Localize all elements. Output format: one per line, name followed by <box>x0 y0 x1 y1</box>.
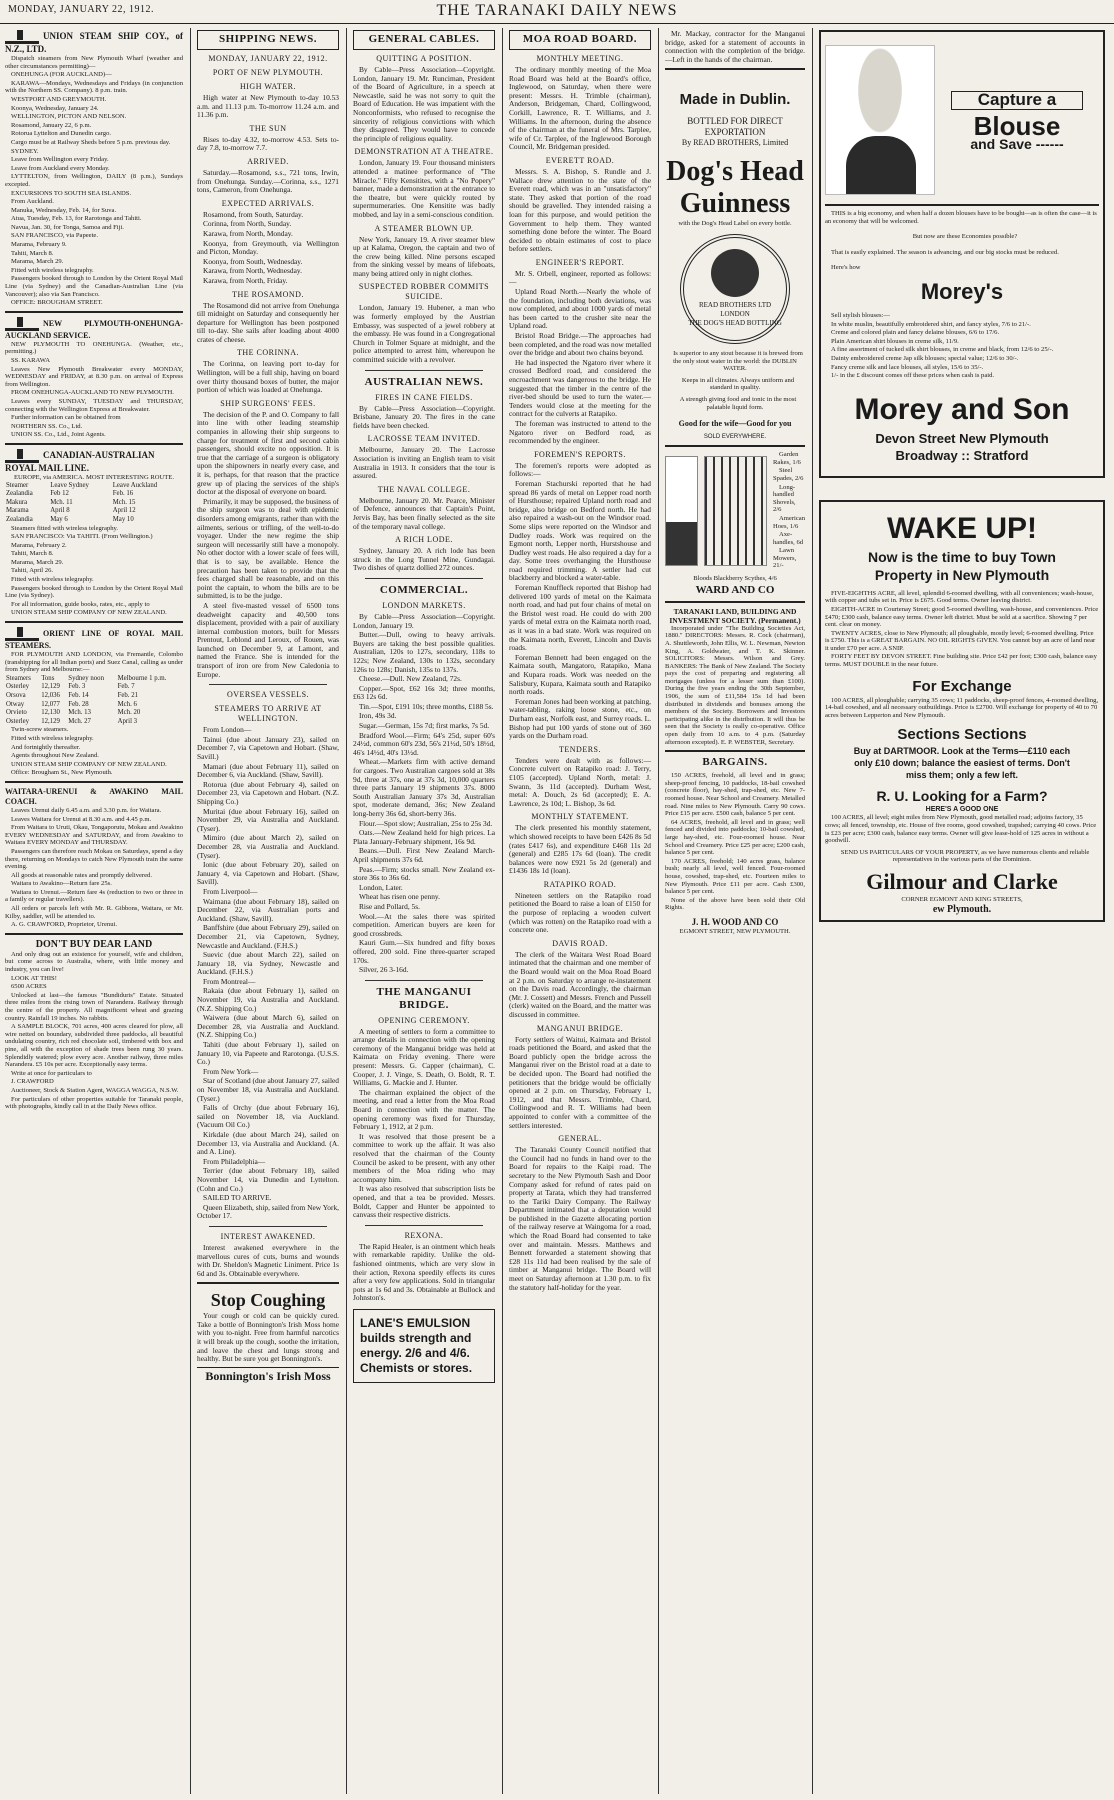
paragraph: Iron, 49s 3d. <box>359 711 397 721</box>
paragraph: Beans.—Dull. First New Zealand March-April shipments 37s 6d. <box>353 846 495 864</box>
ad-line: Marama, February 9. <box>11 241 67 249</box>
ward-tools-ad: Garden Rakes, 1/6 Steel Spades, 2/6 Long-handled Shovels, 2/6 American Hoes, 1/6 Axe-handles, 6d Lawn Mowers, 21/- Bloods Blackberry Scythes, 4/6 WARD AND CO <box>665 451 805 597</box>
table-cell: April 8 <box>50 507 70 515</box>
steamship-icon <box>5 317 39 331</box>
table-row <box>5 718 183 727</box>
ad-line: SAN FRANCISCO: Via TAHITI. (From Wellington.) <box>11 533 153 541</box>
list-item: Muritai (due about February 16), sailed on November 29, via Australia and Auckland. (Tyser). <box>197 806 339 833</box>
ad-line: J. CRAWFORD <box>11 1078 54 1086</box>
list-item: Fancy creme silk and lace blouses, all styles, 15/6 to 35/-. <box>831 363 984 371</box>
column-rule <box>812 28 813 1794</box>
table-cell: Tons <box>41 674 55 682</box>
list-item: Queen Elizabeth, ship, sailed from New York, October 17. <box>197 1202 339 1221</box>
table-cell: Steamer <box>6 481 29 489</box>
list-item: Rakaia (due about February 1), sailed on November 19, via Australia and Auckland. (N.Z. Shipping Co.) <box>197 986 339 1013</box>
list-item: Karawa, from North, Friday. <box>203 275 288 285</box>
ad-line: Manuka, Wednesday, Feb. 14, for Suva. <box>11 206 117 214</box>
paragraph: Peas.—Firm; stocks small. New Zealand ex-store 36s to 36s 6d. <box>353 864 495 883</box>
list-item: FIVE-EIGHTHS ACRE, all level, splendid 6-roomed dwelling, with all conveniences; wash-house, with copper and tubs set in. Price is £675. Good terms. Owner leaving district. <box>825 589 1094 605</box>
guinness-brand: Guinness <box>679 188 791 220</box>
list-item: From Philadelphia— <box>203 1156 266 1166</box>
list-item: A fine assortment of tucked silk shirt blouses, in creme and black, from 12/6 to 25/-. <box>831 346 1054 354</box>
ad-line: OFFICE: BROUGHAM STREET. <box>11 299 103 307</box>
paragraph: Cheese.—Dull. New Zealand, 72s. <box>359 674 462 684</box>
paragraph: It was resolved that those present be a committee to work up the affair. It was also resolved that the chairman of the County Council be asked to be present, with any other members of the Moa riding who may accompany him. <box>353 1131 495 1184</box>
list-item: 64 ACRES, freehold, all level and in grass; well fenced and divided into paddocks; 10-bail cowshed, large hay-shed, etc. Four-roomed house. Near School and Creamery. Price £25 per acre; £200 cash, balance 5 per cent. <box>665 818 805 857</box>
blouse-heading: Blouse <box>973 110 1061 141</box>
paragraph: Foreman Stachurski reported that he had spread 86 yards of metal on Lepper road north of Hursthouse; repaired Upland north road and bridge, also bridge on Bedford north. He had also repaired a wash-out on the Windsor road. Some slips were reported on the Windsor and Dudley roads. Work was required on the Egmont north, Lepper north, Hurstshouse and Dudley west roads. He also required a day for a day. Some trees overhanging the Hursthouse road required trimming. A settler had cut blackberry and blocked a water-table. <box>509 478 651 583</box>
general-cables-heading: GENERAL CABLES. <box>368 33 480 45</box>
paragraph: The decision of the P. and O. Company to fall into line with other leading steamship companies in allowing their ship surgeons to charge for treatment of first and second cabin passengers, should excite no opposition. It is true that the carriage of a surgeon is obligatory upon the shipowners in nearly every case, and it is, perhaps, for that reason that the practice grew up of placing the services of the ship's doctor at the disposal of everyone on board. <box>197 409 339 497</box>
ad-line: For particulars of other properties suitable for Taranaki people, with photographs, kindly call in at the Daily News office. <box>5 1095 183 1111</box>
ad-line: Leaves every SUNDAY, TUESDAY and THURSDAY, connecting with the Wellington Express at Breakwater. <box>5 397 183 413</box>
list-item: Koonya, from Greymouth, via Wellington and Picton, Monday. <box>197 238 339 257</box>
paragraph: Sugar.—German, 15s 7d; first marks, 7s 5d. <box>359 721 490 731</box>
gilmour-clarke-ad: WAKE UP! Now is the time to buy Town Property in New Plymouth FIVE-EIGHTHS ACRE, all level, splendid 6-roomed dwelling, with all conveniences; wash-house, with copper and tubs set in. Price is £675. Good terms. Owner leaving district. EIGHTH-ACRE in Courtenay Street; good 5-roomed dwelling, wash-house, and conveniences. Price £470; £300 cash, balance easy terms. Owner left district. Must be sold at a sacrifice. Showing 7 per cent. clear on money. TWENTY ACRES, close to New Plymouth; all ploughable, mostly level; 6-roomed dwelling. Price is £750. This is a GREAT BARGAIN. NO OIL RIGHTS GIVEN. You cannot buy an acre of land near it under £70 per acre. A SNIP. FORTY FEET BY DEVON STREET. Fine building site. Price £42 per foot; £300 cash, balance easy terms. MUST DOUBLE in the near future. For Exchange 100 ACRES, all ploughable; carrying 35 cows; 11 paddocks, sheep-proof fences, 4-roomed dwelling, 14-bail cowshed, and all necessary outbuildings. Price is £2700. Will exchange for property of 40 to 70 acres between Lepperton and New Plymouth. Sections Sections Buy at DARTMOOR. Look at the Terms—£110 each only £10 down; balance the easiest of terms. Don't miss them; only a few left. R. U. Looking for a Farm? HERE'S A GOOD ONE 100 ACRES, all level; eight miles from New Plymouth, good metalled road; adjoins factory, 35 cows; all fenced, township, etc. House of five rooms, good cowshed, trapshed; carrying 40 cows. Price is £23 per acre; £300 cash, balance easy terms. Owner will give lease-hold of 125 acres in without a goodwill. SEND US PARTICULARS OF YOUR PROPERTY, as we have numerous clients and reliable representatives in the various parts of the Dominion. Gilmour and Clarke CORNER EGMONT AND KING STREETS, ew Plymouth. <box>819 500 1105 922</box>
table-cell: Feb. 28 <box>68 700 89 708</box>
column-rule <box>502 28 503 1794</box>
scythe-icon <box>665 456 698 566</box>
paragraph: Upland Road North.—Nearly the whole of the foundation, including both deviations, was now completed, and about 1000 yards of metal has been carted to the crusher site near the Upland road. <box>509 287 651 331</box>
column-display-ads <box>814 30 1110 1794</box>
dogs-head-seal-icon: READ BROTHERS LTD LONDON THE DOG'S HEAD BOTTLING <box>680 234 790 344</box>
table-cell: Zealandia <box>6 490 33 498</box>
list-item: From New York— <box>203 1066 259 1076</box>
paragraph: A meeting of settlers to form a committee to arrange details in connection with the opening ceremony of the Manganui bridge was held at Kaimata on Friday evening. There were present: Messrs. G. Capper (chairman), C. Cooper, J. J. Vinge, S. Death, O. Boldt, R. T. Williams, G. Mackie and J. Hunter. <box>353 1026 495 1088</box>
paragraph: Wheat.—Markets firm with active demand for cargoes. Two Australian cargoes sold at 38s 9d, three at 37s, one at 37s 3d, 10,000 quarters three parts January 19 shipments 37s. 8000 South Australian January 37s 3d, Australian spot, moderate demand, 36s; New Zealand long-berry 36s 6d, short-berry 36s. <box>353 757 495 818</box>
orient-line-ad: ORIENT LINE OF ROYAL MAIL STEAMERS. FOR PLYMOUTH AND LONDON, via Fremantle, Colombo (transhipping for all Indian ports) and Suez Canal, calling as under from Sydney and Melbourne:— Steamers Tons Sydney noon Melbourne 1 p.m. Osterley 12,129 Feb. 3 Feb. 7 Orsova 12,036 Feb. 14 Feb. 21 Otway 12,077 Feb. 28 Mch. 6 Orvieto 12,130 Mch. 13 Mch. 20 Osterley 12,129 Mch. 27 April 3 Twin-screw steamers. Fitted with wireless telegraphy. And fortnightly thereafter. Agents throughout New Zealand. UNION STEAM SHIP COMPANY OF NEW ZEALAND. Office: Brougham St., New Plymouth. <box>5 628 183 777</box>
ad-line: ONEHUNGA (FOR AUCKLAND)— <box>11 71 112 79</box>
list-item: Terrier (due about February 18), sailed November 14, via Dunedin and Lyttelton. (Cohn and Co.) <box>197 1166 339 1193</box>
list-item: Kirkdale (due about March 24), sailed on December 13, via Australia and Auckland. (A. and A. Line). <box>197 1129 339 1157</box>
paragraph: Wool.—At the sales there was spirited competition. American buyers are keen for good crossbreds. <box>353 911 495 938</box>
table-cell: 12,130 <box>41 709 60 717</box>
list-item: Waiwera (due about March 6), sailed on December 28, via Australia and Auckland. (N.Z. Shipping Co.) <box>197 1013 339 1040</box>
table-cell: Makura <box>6 498 28 506</box>
steamship-icon <box>5 627 39 641</box>
table-row <box>5 701 183 710</box>
ad-line: Fitted with wireless telegraphy. <box>11 734 94 742</box>
paragraph: Bradford Wool.—Firm; 64's 25d, super 60's 24½d, common 60's 23d, 56's 21½d, 50's 18½d, 46's 14½d, 40's 13½d. <box>353 730 495 757</box>
list-item: 1/- in the £ discount comes off these prices when cash is paid. <box>831 372 995 380</box>
ad-line: Tahiti, March 8. <box>11 249 54 257</box>
column-rule <box>346 28 347 1794</box>
ad-line: Koonya, Wednesday, January 24. <box>11 104 99 112</box>
ad-line: UNION STEAM SHIP COMPANY OF NEW ZEALAND. <box>11 760 167 768</box>
list-item: Corinna, from North, Sunday. <box>203 219 292 229</box>
table-cell: Feb. 14 <box>68 692 89 699</box>
table-cell: Mch. 11 <box>50 498 73 506</box>
ad-line: Write at once for particulars to <box>11 1069 92 1077</box>
ad-line: A. G. CRAWFORD, Proprietor, Urenui. <box>11 921 117 929</box>
list-item: Tahiti (due about February 1), sailed on January 10, via Papeete and Rarotonga. (U.S.S. Co.) <box>197 1040 339 1067</box>
table-cell: May 10 <box>112 515 134 523</box>
australian-news-heading: AUSTRALIAN NEWS. <box>364 375 484 388</box>
list-item: From Liverpool— <box>203 886 258 896</box>
morey-blouse-ad: Capture a Blouse and Save ------ THIS is a big economy, and when half a dozen blouses have to be bought—as is often the case—it is an economy that will be welcomed. But now are these Economies possible? That is easily explained. The season is advancing, and our big stocks must be reduced. Here's how Morey's Sell stylish blouses:— In white muslin, beautifully embroidered shirt, and fancy styles, 7/6 to 21/-. Creme and colored plain and fancy delaine blouses, 6/6 to 17/6. Plain American shirt blouses in creme silk, 11/9. A fine assortment of tucked silk shirt blouses, in creme and black, from 12/6 to 25/-. Dainty embroidered creme Jap silk blouses; special value; 12/6 to 30/-. Fancy creme silk and lace blouses, all styles, 15/6 to 35/-. 1/- in the £ discount comes off these prices when cash is paid. Morey and Son Devon Street New Plymouth Broadway :: Stratford <box>819 30 1105 478</box>
column-moa-road-board: MOA ROAD BOARD. MONTHLY MEETING. The ordinary monthly meeting of the Moa Road Board was held at the Board's office, Inglewood, on Saturday, when there were present: Messrs. H. Trimble (chairman), Anderson, Bridgeman, Chard, Collingwood, Corkill, Lawrence, R. T. Williams, and J. Williams. In the afternoon, during the absence of the chairman at the funeral of Mrs. Tarplee, wife of Cr. Tarplee, of the Inglewood Borough Council, Mr. Bridgeman presided. EVERETT ROAD. Messrs. S. A. Bishop, S. Rundle and J. Wallace drew attention to the state of the Everett road, which was in an "unsatisfactory" state. They asked that portion of the road should be gravelled. They intended raising a loan for this purpose, and would petition the Government to help them. They wanted something done before the winter. The Board decided to obtain estimates of cost to place before settlers. ENGINEER'S REPORT. Mr. S. Orbell, engineer, reported as follows:— Upland Road North.—Nearly the whole of the foundation, including both deviations, was now completed, and about 1000 yards of metal has been carted to the crusher site near the Upland road. Bristol Road Bridge.—The approaches had been completed, and the road was now metalled over the bridge and about two chains beyond. He had inspected the Ngatoro river where it crossed Bedford road, and considered the encroachment was dangerous to the bridge. He suggested that the timber in the centre of the river-bed should be used to turn the water.—Tenders would close at the meeting for the contract for the culverts at Ratapiko. The foreman was instructed to attend to the Ngatoro river on Bedford road, as recommended by the engineer. FOREMEN'S REPORTS. The foremen's reports were adopted as follows:— Foreman Stachurski reported that he had spread 86 yards of metal on Lepper road north of Hursthouse; repaired Upland north road and bridge, also bridge on Bedford north. He had also repaired a wash-out on the Windsor road. Some slips were reported on the Windsor and Dudley roads. Work was required on the Egmont north, Lepper north, Hurstshouse and Dudley west roads. He also required a day for a day. Some trees overhanging the Hursthouse road required trimming. A settler had cut blackberry and blocked a water-table. Foreman Knuffleck reported that Bishop had delivered 100 yards of metal on the Kaimata north road, and had put four chains of metal on the Bristol west road. He could do with 200 yards of metal extra on the Kaimata north road, as it was in a bad state. Work was required on the Kaimata north, Everett, Lincoln and Davis roads. Foreman Bennett had been engaged on the Kaimata south, Mangatoro, Ratapiko, Mana and Kupara roads. Work was needed on the Salisbury, Kupara, Kaimata south and Ratapiko north roads. Foreman Jones had been working at patching, water-tabling, raking loose stone, etc., on Durham east, Norfolk east, and Surrey roads. L. Bishop had put 100 yards of stone out of 360 yards on the Durham road. TENDERS. Tenders were dealt with as follows:— Concrete culvert on Ratapiko road: J. Terry, £105 (accepted). Upland North, metal: J. Swann, 3s 11d (accepted). Durham West, metal: A. Douch, 2s 6d (accepted); E. A. Lawrence, 2s 10d; L. Bishop, 3s 6d. MONTHLY STATEMENT. The clerk presented his monthly statement, which showed receipts to have been £426 8s 5d (rates £417 6s), and expenditure £468 11s 2d (general) and £285 17s 6d (loan). The credit balances were now £921 5s 2d (general) and £1436 18s 1d (loan). RATAPIKO ROAD. Nineteen settlers on the Ratapiko road petitioned the Board to raise a loan of £150 for the purpose of replacing a wooden culvert (which was rotten) on the Ratapiko road with a concrete one. DAVIS ROAD. The clerk of the Waitara West Road Board intimated that the chairman and one member of the Board would wait on the Moa Road Board at 2 p.m. on Saturday to arrange re-instatement on the Davis road. Accordingly, the chairman (Mr. J. Cossett) and Messrs. French and Pussell (clerk) waited on the Board, and the matter was discussed in committee. MANGANUI BRIDGE. Forty settlers of Waitui, Kaimata and Bristol roads petitioned the Board, and asked that the Board publicly open the bridge across the Manganui river on the Bristol road at a date to be decided upon. The Board had notified the petitioners that the bridge would be officially opened at 2 p.m. on Thursday, February 1, 1912, and that Messrs. Trimble, Chard, Collingwood and R. T. Williams had been appointed to confer with a committee of the settlers interested. GENERAL. The Taranaki County Council notified that the Council had no funds in hand over to the Board for repairs to the Kaipi road. The secretary to the New Plymouth Sash and Door Company asked for refund of rates paid on property at Tarata, which they had transferred to the Tariki Dairy Company. The Railway Department intimated that a deputation would be published in the Gazette allocating portion of the railway reserve at Waingoma for a road, which the Road Board had consented to take over and maintain. Messrs. Matthews and Bennett forwarded a statement showing that £28 11s 11d had been realised by the sale of timber at Manganui bridge. The Board will meet on Saturday afternoon at 1.30 p.m. to fix the statutory half-holiday for the year. <box>504 30 656 1794</box>
table-row <box>5 516 183 525</box>
ad-line: NORTHERN SS. Co., Ltd. <box>11 422 83 430</box>
ad-line: UNION STEAM SHIP COMPANY OF NEW ZEALAND. <box>11 609 167 617</box>
bulldog-icon <box>711 249 759 297</box>
ad-line: FOR PLYMOUTH AND LONDON, via Fremantle, Colombo (transhipping for all Indian ports) and Suez Canal, calling as under from Sydney and Melbourne:— <box>5 651 183 674</box>
ad-line: WESTPORT AND GREYMOUTH. <box>11 95 107 103</box>
paragraph: Bristol Road Bridge.—The approaches had been completed, and the road was now metalled over the bridge and about two chains beyond. <box>509 331 652 358</box>
list-item: From London— <box>203 725 252 735</box>
ad-line: EXCURSIONS TO SOUTH SEA ISLANDS. <box>11 189 132 197</box>
list-item: Creme and colored plain and fancy delaine blouses, 6/6 to 17/6. <box>831 329 1000 337</box>
ad-line: SS. KARAWA <box>11 357 51 364</box>
northern-ss-ad: NEW PLYMOUTH-ONEHUNGA-AUCKLAND SERVICE. NEW PLYMOUTH TO ONEHUNGA. (Weather, etc., permitting.) SS. KARAWA Leaves New Plymouth Breakwater every MONDAY, WEDNESDAY and FRIDAY, at 8.30 p.m. on arrival of Express from Wellington. FROM ONEHUNGA-AUCKLAND TO NEW PLYMOUTH. Leaves every SUNDAY, TUESDAY and THURSDAY, connecting with the Wellington Express at Breakwater. Further information can be obtained from NORTHERN SS. Co., Ltd. UNION SS. Co., Ltd., Joint Agents. <box>5 318 183 439</box>
ad-line: FROM ONEHUNGA-AUCKLAND TO NEW PLYMOUTH. <box>11 389 174 397</box>
stop-coughing-heading: Stop Coughing <box>210 1290 326 1311</box>
list-item: TWENTY ACRES, close to New Plymouth; all ploughable, mostly level; 6-roomed dwelling. Price is £750. This is a GREAT BARGAIN. NO OIL RIGHTS GIVEN. You cannot buy an acre of land near it under £70 per acre. A SNIP. <box>825 629 1096 652</box>
ad-line: Office: Brougham St., New Plymouth. <box>11 769 113 777</box>
shipping-news-heading: SHIPPING NEWS. <box>218 33 318 45</box>
list-item: Karawa, from North, Wednesday. <box>203 266 302 276</box>
land-building-society-ad: TARANAKI LAND, BUILDING AND INVESTMENT SOCIETY. (Permanent.) Incorporated under "The Building Societies Act, 1880." DIRECTORS: Messrs. R. Cock (chairman), A. Shuttleworth, John Ellis, W. L. Newman, Newton King, A. Goldwater, and T. K. Skinner. SOLICITORS: Messrs. Wilson and Grey. BANKERS: The Bank of New Zealand. The Society pays the cost of preparing and registering all mortgages (unless for a lesser sum than £100). During the five years ending the 30th September, 1906, the sum of £11,584 15s 1d had been distributed in dividends and bonuses among the members of the Society. Borrowers and Investors participating alike in the distribution. It will thus be seen that the Society is really co-operative. Office open daily from 10 a.m. to 4 p.m. (Saturday afternoon excepted). E. P. WEBSTER, Secretary. <box>665 606 805 746</box>
ad-line: Rosamond, January 22, 6 p.m. <box>11 121 92 129</box>
ad-line: And only drag out an existence for yourself, wife and children, but come across to Australia, where, with little money and industry, you can live! <box>5 950 183 974</box>
ad-line: Agents throughout New Zealand. <box>11 752 99 760</box>
table-cell: Feb 12 <box>50 490 69 498</box>
garden-rake-icon <box>704 456 767 566</box>
table-row <box>5 683 183 692</box>
ad-line: And fortnightly thereafter. <box>11 743 81 751</box>
table-cell: Sydney noon <box>68 674 104 682</box>
ad-line: From Waitara to Uruti, Okau, Tongaporutu, Mokau and Awakino EVERY WEDNESDAY and SATURDAY, and from Awakino to Waitara EVERY MONDAY and THURSDAY. <box>5 824 183 847</box>
table-row <box>5 709 183 718</box>
paragraph: Silver, 26 3-16d. <box>359 965 409 975</box>
list-item: Mimiro (due about March 2), sailed on December 28, via Australia and Auckland. (Tyser). <box>197 833 339 860</box>
table-cell: Melbourne 1 p.m. <box>117 674 167 682</box>
orient-sailings-table <box>5 675 183 727</box>
list-item: Ionic (due about February 20), sailed on January 4, via Capetown and Hobart. (Shaw, Savill). <box>197 860 339 887</box>
list-item: From Montreal— <box>203 976 256 986</box>
paragraph: Tin.—Spot, £191 10s; three months, £188 5s. <box>359 701 494 711</box>
paragraph: Foreman Knuffleck reported that Bishop had delivered 100 yards of metal on the Kaimata north road, and had put four chains of metal on the Bristol west road. He could do with 200 yards of metal extra on the Kaimata north road, as it was in a bad state. Work was required on the Kaimata north, Everett, Lincoln and Davis roads. <box>509 583 651 653</box>
ad-line: Leave from Wellington every Friday. <box>11 156 109 164</box>
table-cell: Feb. 21 <box>117 692 139 699</box>
ad-line: Tahiti, March 8. <box>11 550 54 558</box>
column-shipping-ads <box>0 30 188 1794</box>
ad-line: Passengers booked through to London by the Orient Royal Mail Line (via Sydney) and the Canadian-Australian Line (via Vancouver); also via San Francisco. <box>5 275 183 298</box>
list-item: Axe-handles, 6d <box>773 531 804 546</box>
issue-date: MONDAY, JANUARY 22, 1912. <box>8 4 155 15</box>
table-cell: May 6 <box>50 515 68 523</box>
steamship-icon <box>5 30 39 44</box>
list-item: FORTY FEET BY DEVON STREET. Fine building site. Price £42 per foot; £300 cash, balance easy terms. MUST DOUBLE in the near future. <box>825 653 1097 669</box>
morey-and-son-heading: Morey and Son <box>854 392 1070 426</box>
ad-line: Tahiti, April 26. <box>11 567 54 575</box>
ad-line: WELLINGTON, PICTON AND NELSON. <box>11 113 127 121</box>
ad-line: Leave from Auckland every Monday. <box>11 164 110 172</box>
table-cell: Otway <box>6 700 25 708</box>
lanes-emulsion-ad: LANE'S EMULSION builds strength and energy. 2/6 and 4/6. Chemists or stores. <box>353 1309 495 1383</box>
paragraph: Butter.—Dull, owing to heavy arrivals. Buyers are taking the best possible qualities. Australian, 120s to 127s, secondary, 118s to 122s; New Zealand, 130s to 132s, secondary 126s to 128s; Danish, 135s to 137s. <box>353 630 495 674</box>
list-item: Banffshire (due about February 29), sailed on December 21, via Capetown, Sydney, Newcastle and Auckland. (F.H.S.) <box>197 923 339 950</box>
table-cell: April 3 <box>117 717 138 725</box>
list-item: Long-handled Shovels, 2/6 <box>773 483 796 514</box>
table-cell: Osterley <box>6 717 30 725</box>
guinness-ad: Made in Dublin. BOTTLED FOR DIRECT EXPORTATION By READ BROTHERS, Limited Dog's Head Guinness with the Dog's Head Label on every bottle. READ BROTHERS LTD LONDON THE DOG'S HEAD BOTTLING Is superior to any stout because it is brewed from the only stout water in the world: the DUBLIN WATER. Keeps in all climates. Always uniform and standard in quality. A strength giving food and tonic in the most palatable liquid form. Good for the wife—Good for you SOLD EVERYWHERE. <box>666 91 804 441</box>
column-shipping-news: SHIPPING NEWS. MONDAY, JANUARY 22, 1912. PORT OF NEW PLYMOUTH. HIGH WATER. High water at New Plymouth to-day 10.53 a.m. and 11.13 p.m. To-morrow 11.24 a.m. and 11.36 p.m. THE SUN Rises to-day 4.32, to-morrow 4.53. Sets to-day 7.8, to-morrow 7.7. ARRIVED. Saturday.—Rosamond, s.s., 721 tons, Irwin, from Onehunga. Sunday.—Corinna, s.s., 1271 tons, Cameron, from Onehunga. EXPECTED ARRIVALS. Rosamond, from South, Saturday. Corinna, from North, Sunday. Karawa, from North, Monday. Koonya, from Greymouth, via Wellington and Picton, Monday. Koonya, from South, Wednesday. Karawa, from North, Wednesday. Karawa, from North, Friday. THE ROSAMOND. The Rosamond did not arrive from Onehunga till midnight on Saturday and consequently her departure for Wellington has been postponed till to-day. She sails after loading about 4000 crates of cheese. THE CORINNA. The Corinna, on leaving port to-day for Wellington, will be a full ship, having on board over thirty thousand boxes of butter, the major portion of which was loaded at Onehunga. SHIP SURGEONS' FEES. The decision of the P. and O. Company to fall into line with other leading steamship companies in allowing their ship surgeons to charge for treatment of first and second cabin passengers, should excite no opposition. It is true that the carriage of a surgeon is obligatory upon the shipowners in nearly every case, and it is, perhaps, for that reason that the practice grew up of placing the services of the ship's doctor at the disposal of everyone on board. Primarily, it may be supposed, the business of the ship surgeon was to deal with epidemic disorders among emigrants, rather than with the ailments, serious or trifling, of the well-to-do voyager. Under the new regime the ship surgeon will necessarily still have a monopoly. No other doctor with a lower scale of fees will, that is to say, be available. Hence the precaution has been taken to provide that the fees charged shall be reasonable, and on this point the captain, to whom the bills are to be submitted, is to be the judge. A steel five-masted vessel of 6500 tons deadweight capacity and 40,500 tons displacement, provided with a pair of auxiliary internal combustion motors, built for Messrs Prentout, Leblond and Leroux, of Rouen, was launched on December 9, at Lamont, and named the France. She is intended for the transport of iron ore from New Caledonia to Europe. OVERSEA VESSELS. STEAMERS TO ARRIVE AT WELLINGTON. From London— Tainui (due about January 23), sailed on December 7, via Capetown and Hobart. (Shaw, Savill.) Mamari (due about February 11), sailed on December 6, via Auckland. (Shaw, Savill). Rotorua (due about February 4), sailed on December 23, via Capetown and Hobart. (N.Z. Shipping Co.) Muritai (due about February 16), sailed on November 29, via Australia and Auckland. (Tyser). Mimiro (due about March 2), sailed on December 28, via Australia and Auckland. (Tyser). Ionic (due about February 20), sailed on January 4, via Capetown and Hobart. (Shaw, Savill). From Liverpool— Waimana (due about February 18), sailed on December 22, via Australian ports and Auckland. (Shaw, Savill). Banffshire (due about February 29), sailed on December 21, via Capetown, Sydney, Newcastle and Auckland. (F.H.S.) Suevic (due about March 22), sailed on January 18, via Sydney, Newcastle and Auckland. (F.H.S.) From Montreal— Rakaia (due about February 1), sailed on November 19, via Australia and Auckland. (N.Z. Shipping Co.) Waiwera (due about March 6), sailed on December 28, via Australia and Auckland. (N.Z. Shipping Co.) Tahiti (due about February 1), sailed on January 10, via Papeete and Rarotonga. (U.S.S. Co.) From New York— Star of Scotland (due about January 27, sailed on November 18, via Australia and Auckland. (Tyser.) Falls of Orchy (due about February 16), sailed on November 18, via Auckland. (Vacuum Oil Co.) Kirkdale (due about March 24), sailed on December 13, via Australia and Auckland. (A. and A. Line). From Philadelphia— Terrier (due about February 18), sailed November 14, via Dunedin and Lyttelton. (Cohn and Co.) SAILED TO ARRIVE. Queen Elizabeth, ship, sailed from New York, October 17. INTEREST AWAKENED. Interest awakened everywhere in the marvellous cures of cuts, burns and wounds with Dr. Sheldon's Magnetic Liniment. Price 1s 6d and 3s. Obtainable everywhere. Stop Coughing Your cough or cold can be quickly cured. Take a bottle of Bonnington's Irish Moss home with you to-night. Free from harmful narcotics it will break up the cough, soothe the irritation, and leave the chest and lungs strong and healthy. But be sure you get Bonnington's. Bonnington's Irish Moss <box>192 30 344 1794</box>
table-cell: Leave Sydney <box>50 481 89 489</box>
ad-line: Leaves New Plymouth Breakwater every MONDAY, WEDNESDAY and FRIDAY, at 8.30 p.m. on arrival of Express from Wellington. <box>5 365 183 388</box>
paragraph: Primarily, it may be supposed, the business of the ship surgeon was to deal with epidemic disorders among emigrants, rather than with the ailments, serious or trifling, of the well-to-do voyager. Under the new regime the ship surgeon will necessarily still have a monopoly. No other doctor with a lower scale of fees will, that is to say, be available. Hence the precaution has been taken to provide that the fees charged shall be reasonable, and on this point the captain, to whom the bills are to be submitted, is to be the judge. <box>197 496 339 601</box>
ad-line: Fitted with wireless telegraphy. <box>11 266 94 274</box>
ad-line: Leaves Urenui daily 6.45 a.m. and 3.30 p.m. for Waitara. <box>11 806 162 814</box>
list-item: Dainty embroidered creme Jap silk blouses; special value; 12/6 to 30/-. <box>831 354 1019 362</box>
paragraph: London, Later. <box>359 882 403 892</box>
table-cell: 12,129 <box>41 683 60 691</box>
newspaper-title: THE TARANAKI DAILY NEWS <box>436 2 678 19</box>
ad-line: Auctioneer, Stock & Station Agent, WAGGA WAGGA, N.S.W. <box>11 1086 179 1094</box>
list-item: Star of Scotland (due about January 27, sailed on November 18, via Australia and Auckland. (Tyser.) <box>197 1076 339 1103</box>
manganui-bridge-heading: THE MANGANUI BRIDGE. <box>376 985 472 1011</box>
ad-line: SYDNEY. <box>11 147 39 155</box>
paragraph: It was also resolved that subscription lists be opened, and that a tea be provided. Messrs. Boldt, Capper and Hunter be appointed to canvass their respective districts. <box>353 1184 495 1220</box>
ad-line: SAN FRANCISCO, via Papeete. <box>11 232 99 240</box>
irish-moss-brand: Bonnington's Irish Moss <box>197 1367 339 1384</box>
list-item: 150 ACRES, freehold, all level and in grass; sheep-proof fencing, 10 paddocks, 18-bail cowshed (concrete floor), hay-shed, trap-shed, etc. New 7-roomed house. Near School and Creamery. Metalled road. Nine miles to New Plymouth. Carry 90 cows. Price £15 per acre. £500 cash, balance 5 per cent. <box>665 772 805 818</box>
paragraph: Flour.—Spot slow; Australian, 25s to 25s 3d. <box>359 818 493 828</box>
ad-line: All goods at reasonable rates and promptly delivered. <box>11 871 152 879</box>
ad-line: Waitara to Awakino—Return fare 25s. <box>11 880 112 888</box>
list-item: Suevic (due about March 22), sailed on January 18, via Sydney, Newcastle and Auckland. (F.H.S.) <box>197 950 339 977</box>
canadian-line-ad: CANADIAN-AUSTRALIAN ROYAL MAIL LINE. EUROPE, via AMERICA. MOST INTERESTING ROUTE. Steamer Leave Sydney Leave Auckland Zealandia Feb 12 Feb. 16 Makura Mch. 11 Mch. 15 Marama April 8 April 12 Zealandia May 6 May 10 Steamers fitted with wireless telegraphy. SAN FRANCISCO: Via TAHITI. (From Wellington.) Marama, February 2. Tahiti, March 8. Marama, March 29. Tahiti, April 26. Fitted with wireless telegraphy. Passengers booked through to London by the Orient Royal Mail Line (via Sydney). For all information, guide books, rates, etc., apply to UNION STEAM SHIP COMPANY OF NEW ZEALAND. <box>5 450 183 617</box>
ad-line: Atua, Tuesday, Feb. 13, for Rarotonga and Tahiti. <box>11 215 142 223</box>
list-item: Falls of Orchy (due about February 16), sailed on November 18, via Auckland. (Vacuum Oil Co.) <box>197 1103 339 1130</box>
paragraph: Rise and Pollard, 5s. <box>359 901 420 911</box>
table-row <box>5 499 183 508</box>
list-item: EIGHTH-ACRE in Courtenay Street; good 5-roomed dwelling, wash-house, and conveniences. Price £470; £300 cash, balance easy terms. Owner left district. Must be sold at a sacrifice. Showing 7 per cent. clear on money. <box>825 605 1099 629</box>
list-item: Plain American shirt blouses in creme silk, 11/9. <box>831 337 959 345</box>
ad-line: Twin-screw steamers. <box>11 726 69 734</box>
steamship-icon <box>5 449 39 463</box>
ad-line: Passengers can therefore reach Mokau on Saturdays, spend a day there, returning on Mondays to catch New Plymouth train the same evening. <box>5 847 183 871</box>
ad-line: Marama, February 2. <box>11 541 67 549</box>
ad-line: From Auckland. <box>11 198 54 206</box>
table-cell: Mch. 20 <box>117 709 141 717</box>
union-ss-ad: UNION STEAM SHIP COY., of N.Z., LTD. Dispatch steamers from New Plymouth Wharf (weather and other circumstances permitting)— ONEHUNGA (FOR AUCKLAND)— KARAWA—Mondays, Wednesdays and Fridays (in conjunction with the Northern SS. Company). 8 p.m. train. WESTPORT AND GREYMOUTH. Koonya, Wednesday, January 24. WELLINGTON, PICTON AND NELSON. Rosamond, January 22, 6 p.m. Rotorua Lyttelton and Dunedin cargo. Cargo must be at Railway Sheds before 5 p.m. previous day. SYDNEY. Leave from Wellington every Friday. Leave from Auckland every Monday. LYTTELTON, from Wellington, DAILY (8 p.m.), Sundays excepted. EXCURSIONS TO SOUTH SEA ISLANDS. From Auckland. Manuka, Wednesday, Feb. 14, for Suva. Atua, Tuesday, Feb. 13, for Rarotonga and Tahiti. Navua, Jan. 30, for Tonga, Samoa and Fiji. SAN FRANCISCO, via Papeete. Marama, February 9. Tahiti, March 8. Marama, March 29. Fitted with wireless telegraphy. Passengers booked through to London by the Orient Royal Mail Line (via Sydney) and the Canadian-Australian Line (via Vancouver); also via San Francisco. OFFICE: BROUGHAM STREET. <box>5 31 183 307</box>
table-row <box>5 692 183 701</box>
ad-line: Marama, March 29. <box>11 258 64 266</box>
list-item: SAILED TO ARRIVE. <box>203 1193 272 1203</box>
ad-line: Dispatch steamers from New Plymouth Wharf (weather and other circumstances permitting)— <box>5 55 183 70</box>
table-cell: Mch. 13 <box>68 709 91 717</box>
paragraph: Kauri Gum.—Six hundred and fifty boxes offered, 200 sold. Fine three-quarter scraped 170s. <box>353 938 495 965</box>
ad-line: 6500 ACRES <box>11 983 47 991</box>
ad-line: Marama, March 29. <box>11 558 64 566</box>
paragraph: The foremen's reports were adopted as follows:— <box>509 460 651 479</box>
ad-line: Cargo must be at Railway Sheds before 5 p.m. previous day. <box>11 138 171 146</box>
paragraph: Copper.—Spot, £62 16s 3d; three months, £63 12s 6d. <box>353 683 495 702</box>
ad-line: Navua, Jan. 30, for Tonga, Samoa and Fiji. <box>11 223 124 231</box>
list-item: Steel Spades, 2/6 <box>773 467 804 482</box>
table-cell: Marama <box>6 507 29 515</box>
column-rule <box>658 28 659 1794</box>
gilmour-clarke-heading: Gilmour and Clarke <box>866 869 1058 894</box>
ad-line: LOOK AT THIS! <box>11 974 57 982</box>
ad-line: NEW PLYMOUTH TO ONEHUNGA. (Weather, etc., permitting.) <box>5 340 183 356</box>
paragraph: Oats.—New Zealand held for high prices. La Plata January-February shipment, 16s 9d. <box>353 828 495 846</box>
ad-line: Rotorua Lyttelton and Dunedin cargo. <box>11 130 112 138</box>
table-cell: Orvieto <box>6 709 27 717</box>
table-cell: Feb. 16 <box>112 490 134 498</box>
paragraph: Foreman Bennett had been engaged on the Kaimata south, Mangatoro, Ratapiko, Mana and Kupara roads. Work was needed on the Salisbury, Kupara, Kaimata south and Ratapiko north roads. <box>509 652 651 697</box>
list-item: None of the above have been sold their Old Rights. <box>665 896 805 912</box>
masthead <box>0 0 1114 24</box>
list-item: American Hoes, 1/6 <box>773 514 805 530</box>
list-item: Garden Rakes, 1/6 <box>773 451 801 466</box>
table-row <box>5 507 183 516</box>
list-item: Tainui (due about January 23), sailed on December 7, via Capetown and Hobart. (Shaw, Savill.) <box>197 734 339 762</box>
list-item: 170 ACRES, freehold; 140 acres grass, balance bush; nearly all level, well fenced. Four-roomed house, cowshed, trap-shed, etc. Fourteen miles to New Plymouth. Price £11 per acre. Cash £300, balance 5 per cent. <box>665 857 805 896</box>
canadian-sailings-table <box>5 482 183 525</box>
table-cell: 12,129 <box>41 717 60 725</box>
moa-road-board-heading: MOA ROAD BOARD. <box>522 33 638 45</box>
wake-up-heading: WAKE UP! <box>887 511 1037 545</box>
paragraph: Mr. S. Orbell, engineer, reported as follows:— <box>509 268 651 287</box>
ad-line: Steamers fitted with wireless telegraphy. <box>11 524 119 532</box>
list-item: Lawn Mowers, 21/- <box>773 547 797 570</box>
table-cell: Mch. 15 <box>112 498 136 506</box>
table-cell: Mch. 27 <box>68 717 91 725</box>
dogs-head-brand: Dog's Head <box>666 156 804 188</box>
table-cell: Mch. 6 <box>117 700 137 708</box>
list-item: Karawa, from North, Monday. <box>203 228 293 238</box>
list-item: Waimana (due about February 18), sailed on December 22, via Australian ports and Auckland. (Shaw, Savill). <box>197 896 339 923</box>
moreys-heading: Morey's <box>920 278 1004 304</box>
ad-line: Leaves Waitara for Urenui at 8.30 a.m. and 4.45 p.m. <box>11 815 152 823</box>
union-lines <box>5 55 183 307</box>
column-rule <box>190 28 191 1794</box>
paragraph: A steel five-masted vessel of 6500 tons deadweight capacity and 40,500 tons displacement, provided with a pair of auxiliary internal combustion motors, built for Messrs Prentout, Leblond and Leroux, of Rouen, was launched on December 9, at Lamont, and named the France. She is intended for the transport of iron ore from New Caledonia to Europe. <box>197 600 339 679</box>
column-general-cables: GENERAL CABLES. QUITTING A POSITION. By Cable—Press Association—Copyright. London, January 19. Mr. Runciman, President of the Board of Agriculture, in a speech at Newcastle, said he was not sorry to quit the Board of Education. He was impatient with the Nonconformists, who refused to recognise the sincerity of religious convictions with which they disagreed. They would have to concede the principle of religious equality. DEMONSTRATION AT A THEATRE. London, January 19. Four thousand ministers attended a matinee performance of "The Miracle." Fifty Kensitites, with a "No Popery" banner, made a demonstration at the entrance to the theatre, but were quickly routed by supermumeraries. One Kensitite was badly mobbed, and lay in a semi-conscious condition. A STEAMER BLOWN UP. New York, January 19. A river steamer blew up at Kalama, Oregon, the captain and two of the crew being killed. Nine persons escaped from the sinking vessel by means of lifeboats, many being attired only in night clothes. SUSPECTED ROBBER COMMITS SUICIDE. London, January 19. Hubener, a man who was formerly employed by the Austrian Embassy, was suspected of a jewel robbery at the embassy. He was found in a Congregational Church in Tolmer Square at midnight, and the police attempted to arrest him, whereupon he committed suicide with a revolver. AUSTRALIAN NEWS. FIRES IN CANE FIELDS. By Cable—Press Association—Copyright. Brisbane, January 20. The fires in the cane fields have been checked. LACROSSE TEAM INVITED. Melbourne, January 20. The Lacrosse Association is inviting an English team to visit Australia in 1913. It considers that the tour is assured. THE NAVAL COLLEGE. Melbourne, January 20. Mr. Pearce, Minister of Defence, announces that Captain's Point, Jervis Bay, has been finally selected as the site of the temporary naval college. A RICH LODE. Sydney, January 20. A rich lode has been struck in the Long Tunnel Mine, Gundagai. Two dishes of quartz dollied 272 ounces. COMMERCIAL. LONDON MARKETS. By Cable—Press Association—Copyright. London, January 19. Butter.—Dull, owing to heavy arrivals. Buyers are taking the best possible qualities. Australian, 120s to 127s, secondary, 118s to 122s; New Zealand, 130s to 132s, secondary 126s to 128s; Danish, 135s to 137s. Cheese.—Dull. New Zealand, 72s. Copper.—Spot, £62 16s 3d; three months, £63 12s 6d. Tin.—Spot, £191 10s; three months, £188 5s. Iron, 49s 3d. Sugar.—German, 15s 7d; first marks, 7s 5d. Bradford Wool.—Firm; 64's 25d, super 60's 24½d, common 60's 23d, 56's 21½d, 50's 18½d, 46's 14½d, 40's 13½d. Wheat.—Markets firm with active demand for cargoes. Two Australian cargoes sold at 38s 9d, three at 37s, one at 37s 3d, 10,000 quarters three parts January 19 shipments 37s. 8000 South Australian January 37s 3d, Australian spot, moderate demand, 36s; New Zealand long-berry 36s 6d, short-berry 36s. Flour.—Spot slow; Australian, 25s to 25s 3d. Oats.—New Zealand held for high prices. La Plata January-February shipment, 16s 9d. Beans.—Dull. First New Zealand March-April shipments 37s 6d. Peas.—Firm; stocks small. New Zealand ex-store 36s to 36s 6d. London, Later. Wheat has risen one penny. Rise and Pollard, 5s. Wool.—At the sales there was spirited competition. American buyers are keen for good crossbreds. Kauri Gum.—Six hundred and fifty boxes offered, 200 sold. Fine three-quarter scraped 170s. Silver, 26 3-16d. THE MANGANUI BRIDGE. OPENING CEREMONY. A meeting of settlers to form a committee to arrange details in connection with the opening ceremony of the Manganui bridge was held at Kaimata on Friday evening. There were present: Messrs. G. Capper (chairman), C. Cooper, J. J. Vinge, S. Death, O. Boldt, R. T. Williams, G. Mackie and J. Hunter. The chairman explained the object of the meeting, and read a letter from the Moa Road Board in connection with the matter. The opening ceremony was fixed for Thursday, February 1, 1912, at 2 p.m. It was resolved that those present be a committee to work up the affair. It was also resolved that the chairman of the County Council be asked to be present, with any other members of the Moa riding who may accompany him. It was also resolved that subscription lists be opened, and that a tea be provided. Messrs. Boldt, Capper and Hunter be appointed to canvass their respective districts. REXONA. The Rapid Healer, is an ointment which heals with remarkable rapidity. Unlike the old-fashioned ointments, which are very slow in their action, Rexona speedily effects its cures after a very few applications. Sold in triangular pots at 1s 6d and 3s. Obtainable at Bullock and Johnston's. LANE'S EMULSION builds strength and energy. 2/6 and 4/6. Chemists or stores. <box>348 30 500 1794</box>
table-row <box>5 490 183 499</box>
ad-line: Passengers booked through to London by the Orient Royal Mail Line (via Sydney). <box>5 584 183 600</box>
paragraph: He had inspected the Ngatoro river where it crossed Bedford road, and considered the encroachment was dangerous to the bridge. He suggested that the timber in the centre of the river-bed should be used to turn the water.—Tenders would close at the meeting for the contract for the culverts at Ratapiko. <box>509 357 651 419</box>
ad-line: Further information can be obtained from <box>11 414 121 422</box>
table-cell: Orsova <box>6 692 26 699</box>
list-item: In white muslin, beautifully embroidered shirt, and fancy styles, 7/6 to 21/-. <box>831 320 1031 328</box>
paragraph: Wheat has risen one penny. <box>359 892 440 902</box>
ad-line: A SAMPLE BLOCK, 701 acres, 400 acres cleared for plow, all wire netted on boundary, subdivided three paddocks, all beautiful undulating country, rich red chocolate soil, timbered with box and pine, all with the exception of shade trees been rung 30 years. Splendidly watered; plow every acre. Another railway, three miles Narandera. £5 10s per acre. Exceptionally easy terms. <box>5 1023 183 1069</box>
ad-line: Fitted with wireless telegraphy. <box>11 576 94 584</box>
table-cell: Feb. 7 <box>117 683 135 691</box>
ad-line: All orders or parcels left with Mr. R. Gibbons, Waitara, or Mr. Kilby, saddler, will be attended to. <box>5 905 183 920</box>
bargains-ad: BARGAINS. 150 ACRES, freehold, all level and in grass; sheep-proof fencing, 10 paddocks, 18-bail cowshed (concrete floor), hay-shed, trap-shed, etc. New 7-roomed house. Near School and Creamery. Metalled road. Nine miles to New Plymouth. Carry 90 cows. Price £15 per acre. £500 cash, balance 5 per cent. 64 ACRES, freehold, all level and in grass; well fenced and divided into paddocks; 10-bail cowshed, large hay-shed, etc. Four-roomed house. Near School and Creamery. Price £25 per acre; £200 cash, balance 5 per cent. 170 ACRES, freehold; 140 acres grass, balance bush; nearly all level, well fenced. Four-roomed house, cowshed, trap-shed, etc. Fourteen miles to New Plymouth. Price £11 per acre. Cash £300, balance 5 per cent. None of the above have been sold their Old Rights. J. H. WOOD AND CO EGMONT STREET, NEW PLYMOUTH. <box>665 756 805 935</box>
table-cell: Steamers <box>6 674 31 682</box>
ad-line: KARAWA—Mondays, Wednesdays and Fridays (in conjunction with the Northern SS. Company). 8 p.m. train. <box>5 79 183 95</box>
list-item: Rotorua (due about February 4), sailed on December 23, via Capetown and Hobart. (N.Z. Shipping Co.) <box>197 779 339 806</box>
ad-line: For all information, guide books, rates, etc., apply to <box>11 600 150 608</box>
ad-line: UNION SS. Co., Ltd., Joint Agents. <box>11 431 106 439</box>
column-advertisements: Mr. Mackay, contractor for the Manganui bridge, asked for a statement of accounts in connection with the completion of the bridge.—Left in the hands of the chairman. Made in Dublin. BOTTLED FOR DIRECT EXPORTATION By READ BROTHERS, Limited Dog's Head Guinness with the Dog's Head Label on every bottle. READ BROTHERS LTD LONDON THE DOG'S HEAD BOTTLING Is superior to any stout because it is brewed from the only stout water in the world: the DUBLIN WATER. Keeps in all climates. Always uniform and standard in quality. A strength giving food and tonic in the most palatable liquid form. Good for the wife—Good for you SOLD EVERYWHERE. Garden Rakes, 1/6 Steel Spades, 2/6 Long-handled Shovels, 2/6 American Hoes, 1/6 Axe-handles, 6d Lawn Mowers, 21/- Bloods Blackberry Scythes, 4/6 WARD AND CO TARANAKI LAND, BUILDING AND INVESTMENT SOCIETY. (Permanent.) Incorporated under "The Building Societies Act, 1880." DIRECTORS: Messrs. R. Cock (chairman), A. Shuttleworth, John Ellis, W. L. Newman, Newton King, A. Goldwater, and T. K. Skinner. SOLICITORS: Messrs. Wilson and Grey. BANKERS: The Bank of New Zealand. The Society pays the cost of preparing and registering all mortgages (unless for a lesser sum than £100). During the five years ending the 30th September, 1906, the sum of £11,584 15s 1d had been distributed in dividends and bonuses among the members of the Society. Borrowers and Investors participating alike in the distribution. It will thus be seen that the Society is really co-operative. Office open daily from 10 a.m. to 4 p.m. (Saturday afternoon excepted). E. P. WEBSTER, Secretary. BARGAINS. 150 ACRES, freehold, all level and in grass; sheep-proof fencing, 10 paddocks, 18-bail cowshed (concrete floor), hay-shed, trap-shed, etc. New 7-roomed house. Near School and Creamery. Metalled road. Nine miles to New Plymouth. Carry 90 cows. Price £15 per acre. £500 cash, balance 5 per cent. 64 ACRES, freehold, all level and in grass; well fenced and divided into paddocks; 10-bail cowshed, large hay-shed, etc. Four-roomed house. Near School and Creamery. Price £25 per acre; £200 cash, balance 5 per cent. 170 ACRES, freehold; 140 acres grass, balance bush; nearly all level, well fenced. Four-roomed house, cowshed, trap-shed, etc. Fourteen miles to New Plymouth. Price £11 per acre. Cash £300, balance 5 per cent. None of the above have been sold their Old Rights. J. H. WOOD AND CO EGMONT STREET, NEW PLYMOUTH. <box>665 30 805 935</box>
ad-line: LYTTELTON, from Wellington, DAILY (8 p.m.), Sundays excepted. <box>5 173 183 188</box>
list-item: Koonya, from South, Wednesday. <box>203 256 303 266</box>
commercial-heading: COMMERCIAL. <box>379 583 469 596</box>
ad-line: Waitara to Urenui.—Return fare 4s (reduction to two or three in a family or regular travellers). <box>5 888 183 904</box>
mail-coach-ad: WAITARA-URENUI & AWAKINO MAIL COACH. Leaves Urenui daily 6.45 a.m. and 3.30 p.m. for Waitara. Leaves Waitara for Urenui at 8.30 a.m. and 4.45 p.m. From Waitara to Uruti, Okau, Tongaporutu, Mokau and Awakino EVERY WEDNESDAY and SATURDAY, and from Awakino to Waitara EVERY MONDAY and THURSDAY. Passengers can therefore reach Mokau on Saturdays, spend a day there, returning on Mondays to catch New Plymouth train the same evening. All goods at reasonable rates and promptly delivered. Waitara to Awakino—Return fare 25s. Waitara to Urenui.—Return fare 4s (reduction to two or three in a family or regular travellers). All orders or parcels left with Mr. R. Gibbons, Waitara, or Mr. Kilby, saddler, will be attended to. A. G. CRAWFORD, Proprietor, Urenui. <box>5 786 183 929</box>
table-cell: Leave Auckland <box>112 481 158 489</box>
paragraph: The foreman was instructed to attend to the Ngatoro river on Bedford road, as recommended by the engineer. <box>509 418 651 446</box>
list-item: Rosamond, from South, Saturday. <box>203 209 304 219</box>
table-cell: Zealandia <box>6 515 33 523</box>
land-ad: DON'T BUY DEAR LAND And only drag out an existence for yourself, wife and children, but come across to Australia, where, with little money and industry, you can live! LOOK AT THIS! 6500 ACRES Unlocked at last—the famous "Bundiduris" Estate. Situated three miles from the rising town of Narandera. Railway through the centre of the property. All magnificent wheat and grazing country. Rainfall 19 inches. No rabbits. A SAMPLE BLOCK, 701 acres, 400 acres cleared for plow, all wire netted on boundary, subdivided three paddocks, all beautiful undulating country, rich red chocolate soil, timbered with box and pine, all with the exception of shade trees been rung 30 years. Splendidly watered; plow every acre. Another railway, three miles Narandera. £5 10s per acre. Exceptionally easy terms. Write at once for particulars to J. CRAWFORD Auctioneer, Stock & Station Agent, WAGGA WAGGA, N.S.W. For particulars of other properties suitable for Taranaki people, with photographs, kindly call in at the Daily News office. <box>5 938 183 1111</box>
table-cell: 12,036 <box>41 692 60 699</box>
table-cell: Osterley <box>6 683 30 691</box>
paragraph: By Cable—Press Association—Copyright. London, January 19. <box>353 611 495 630</box>
ad-line: Unlocked at last—the famous "Bundiduris" Estate. Situated three miles from the rising town of Narandera. Railway through the centre of the property. All magnificent wheat and grazing country. Rainfall 19 inches. No rabbits. <box>5 991 183 1022</box>
list-item: Mamari (due about February 11), sailed on December 6, via Auckland. (Shaw, Savill). <box>197 761 339 780</box>
table-cell: Feb. 3 <box>68 683 86 691</box>
table-cell: April 12 <box>112 507 136 515</box>
paragraph: The chairman explained the object of the meeting, and read a letter from the Moa Road Board in connection with the matter. The opening ceremony was fixed for Thursday, February 1, 1912, at 2 p.m. <box>353 1087 495 1132</box>
paragraph: Foreman Jones had been working at patching, water-tabling, raking loose stone, etc., on Durham east, Norfolk east, and Surrey roads. L. Bishop had put 100 yards of stone out of 360 yards on the Durham road. <box>509 696 651 741</box>
table-cell: 12,077 <box>41 700 60 708</box>
gentleman-illustration-icon <box>825 45 935 195</box>
